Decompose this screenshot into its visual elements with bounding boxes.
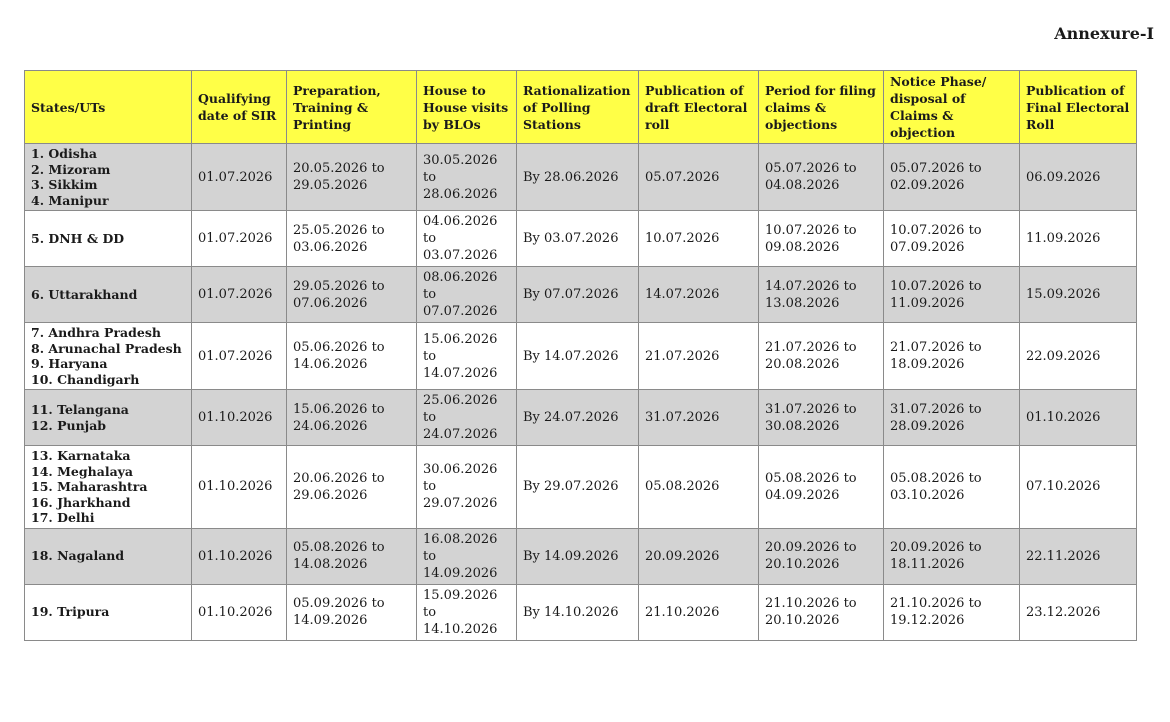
notice-phase-cell-line: 28.09.2026	[890, 418, 965, 434]
house-visits-cell	[417, 211, 517, 267]
column-header-house-visits: House to House visits by BLOs	[417, 71, 517, 144]
state-name-cell-line: 17. Delhi	[31, 510, 95, 525]
state-name-cell-line: 19. Tripura	[31, 604, 110, 620]
notice-phase-cell-line: 10.07.2026 to	[890, 278, 982, 294]
claims-period-cell	[759, 584, 884, 640]
qualifying-date-cell: 01.10.2026	[192, 528, 287, 584]
draft-publication-cell: 14.07.2026	[639, 267, 759, 323]
table-row	[25, 144, 1137, 211]
notice-phase-cell-line: 05.08.2026 to	[890, 470, 982, 486]
rationalization-cell: By 14.07.2026	[517, 323, 639, 390]
state-name-cell-line: 2. Mizoram	[31, 161, 111, 177]
claims-period-cell	[759, 323, 884, 390]
table-row	[25, 323, 1137, 390]
rationalization-cell: By 14.09.2026	[517, 528, 639, 584]
notice-phase-cell-line: 20.09.2026 to	[890, 540, 982, 555]
preparation-cell-line: 15.06.2026 to	[293, 401, 385, 417]
draft-publication-cell: 05.08.2026	[639, 446, 759, 529]
notice-phase-cell-line: 11.09.2026	[890, 295, 965, 311]
column-header-rationalization: Rationalization of Polling Stations	[517, 71, 639, 144]
notice-phase-cell-line: 21.07.2026 to	[890, 340, 982, 355]
claims-period-cell-line: 04.08.2026	[765, 178, 840, 193]
draft-publication-cell: 05.07.2026	[639, 144, 759, 211]
preparation-cell	[287, 211, 417, 267]
qualifying-date-cell: 01.07.2026	[192, 267, 287, 323]
notice-phase-cell-line: 03.10.2026	[890, 487, 965, 503]
table-row	[25, 584, 1137, 640]
claims-period-cell-line: 10.07.2026 to	[765, 222, 857, 238]
claims-period-cell-line: 20.09.2026 to	[765, 540, 857, 555]
column-header-claims-period: Period for filing claims & objections	[759, 71, 884, 144]
final-publication-cell: 11.09.2026	[1020, 211, 1137, 267]
preparation-cell-line: 05.06.2026 to	[293, 340, 385, 355]
notice-phase-cell	[884, 144, 1020, 211]
state-name-cell-line: 18. Nagaland	[31, 548, 125, 564]
notice-phase-cell	[884, 390, 1020, 446]
state-name-cell-line: 6. Uttarakhand	[31, 286, 138, 302]
house-visits-cell-line: to	[423, 231, 437, 246]
column-header-draft-publication: Publication of draft Electoral roll	[639, 71, 759, 144]
preparation-cell	[287, 584, 417, 640]
state-name-cell-line: 8. Arunachal Pradesh	[31, 340, 182, 356]
final-publication-cell: 22.09.2026	[1020, 323, 1137, 390]
house-visits-cell-line: 15.06.2026	[423, 331, 498, 347]
state-name-cell	[25, 528, 192, 584]
house-visits-cell-line: 14.07.2026	[423, 365, 498, 381]
preparation-cell-line: 03.06.2026	[293, 239, 368, 255]
preparation-cell-line: 20.05.2026 to	[293, 161, 385, 176]
column-header-qualifying-date: Qualifying date of SIR	[192, 71, 287, 144]
house-visits-cell-line: to	[423, 287, 437, 302]
sir-schedule-table	[24, 70, 1137, 641]
draft-publication-cell: 31.07.2026	[639, 390, 759, 446]
notice-phase-cell-line: 19.12.2026	[890, 613, 965, 628]
preparation-cell-line: 24.06.2026	[293, 418, 368, 434]
house-visits-cell-line: to	[423, 348, 437, 364]
house-visits-cell-line: 16.08.2026	[423, 531, 498, 547]
preparation-cell-line: 20.06.2026 to	[293, 470, 385, 486]
table-row	[25, 267, 1137, 323]
claims-period-cell-line: 05.08.2026 to	[765, 470, 857, 486]
column-header-preparation: Preparation, Training & Printing	[287, 71, 417, 144]
claims-period-cell-line: 20.10.2026	[765, 557, 840, 572]
house-visits-cell-line: 25.06.2026	[423, 393, 498, 408]
preparation-cell-line: 29.05.2026	[293, 178, 368, 193]
table-row	[25, 390, 1137, 446]
final-publication-cell: 15.09.2026	[1020, 267, 1137, 323]
preparation-cell-line: 14.08.2026	[293, 557, 368, 572]
column-header-final-publication: Publication of Final Electoral Roll	[1020, 71, 1137, 144]
state-name-cell-line: 4. Manipur	[31, 192, 109, 208]
notice-phase-cell-line: 10.07.2026 to	[890, 222, 982, 238]
state-name-cell	[25, 323, 192, 390]
notice-phase-cell-line: 07.09.2026	[890, 239, 965, 255]
claims-period-cell-line: 05.07.2026 to	[765, 161, 857, 176]
house-visits-cell	[417, 446, 517, 529]
claims-period-cell-line: 14.07.2026 to	[765, 278, 857, 294]
preparation-cell-line: 29.05.2026 to	[293, 278, 385, 294]
house-visits-cell	[417, 390, 517, 446]
house-visits-cell-line: to	[423, 410, 437, 425]
qualifying-date-cell: 01.10.2026	[192, 584, 287, 640]
state-name-cell	[25, 211, 192, 267]
header-row	[25, 71, 1137, 144]
notice-phase-cell-line: 18.11.2026	[890, 557, 965, 572]
notice-phase-cell-line: 02.09.2026	[890, 178, 965, 193]
qualifying-date-cell: 01.07.2026	[192, 211, 287, 267]
claims-period-cell-line: 04.09.2026	[765, 487, 840, 503]
claims-period-cell	[759, 211, 884, 267]
final-publication-cell: 06.09.2026	[1020, 144, 1137, 211]
claims-period-cell-line: 20.08.2026	[765, 357, 840, 372]
state-name-cell-line: 3. Sikkim	[31, 177, 98, 192]
preparation-cell	[287, 144, 417, 211]
state-name-cell-line: 10. Chandigarh	[31, 371, 140, 387]
state-name-cell	[25, 446, 192, 529]
claims-period-cell-line: 20.10.2026	[765, 613, 840, 628]
preparation-cell	[287, 390, 417, 446]
preparation-cell-line: 25.05.2026 to	[293, 222, 385, 238]
house-visits-cell-line: 29.07.2026	[423, 496, 498, 512]
rationalization-cell: By 24.07.2026	[517, 390, 639, 446]
rationalization-cell: By 29.07.2026	[517, 446, 639, 529]
preparation-cell	[287, 323, 417, 390]
notice-phase-cell-line: 18.09.2026	[890, 357, 965, 372]
qualifying-date-cell: 01.10.2026	[192, 446, 287, 529]
rationalization-cell: By 07.07.2026	[517, 267, 639, 323]
house-visits-cell-line: to	[423, 479, 437, 495]
house-visits-cell	[417, 528, 517, 584]
state-name-cell	[25, 584, 192, 640]
notice-phase-cell	[884, 446, 1020, 529]
house-visits-cell-line: to	[423, 169, 437, 185]
preparation-cell-line: 05.09.2026 to	[293, 596, 385, 611]
table-row	[25, 446, 1137, 529]
table-row	[25, 211, 1137, 267]
claims-period-cell-line: 31.07.2026 to	[765, 401, 857, 417]
preparation-cell	[287, 528, 417, 584]
final-publication-cell: 22.11.2026	[1020, 528, 1137, 584]
annexure-title: Annexure-I	[1054, 24, 1154, 43]
state-name-cell-line: 11. Telangana	[31, 402, 129, 417]
column-header-states: States/UTs	[25, 71, 192, 144]
house-visits-cell	[417, 267, 517, 323]
state-name-cell	[25, 390, 192, 446]
claims-period-cell-line: 21.07.2026 to	[765, 340, 857, 355]
house-visits-cell-line: 03.07.2026	[423, 248, 498, 263]
house-visits-cell-line: 08.06.2026	[423, 270, 498, 285]
final-publication-cell: 23.12.2026	[1020, 584, 1137, 640]
preparation-cell-line: 14.06.2026	[293, 357, 368, 372]
house-visits-cell-line: 14.09.2026	[423, 565, 498, 581]
state-name-cell-line: 14. Meghalaya	[31, 463, 134, 479]
rationalization-cell: By 14.10.2026	[517, 584, 639, 640]
final-publication-cell: 07.10.2026	[1020, 446, 1137, 529]
house-visits-cell-line: 07.07.2026	[423, 304, 498, 319]
state-name-cell-line: 13. Karnataka	[31, 448, 131, 463]
notice-phase-cell	[884, 323, 1020, 390]
house-visits-cell	[417, 584, 517, 640]
preparation-cell-line: 05.08.2026 to	[293, 540, 385, 555]
preparation-cell-line: 14.09.2026	[293, 613, 368, 628]
column-header-notice-phase: Notice Phase/ disposal of Claims & objection	[884, 71, 1020, 144]
preparation-cell-line: 29.06.2026	[293, 487, 368, 503]
notice-phase-cell-line: 21.10.2026 to	[890, 596, 982, 611]
rationalization-cell: By 28.06.2026	[517, 144, 639, 211]
state-name-cell-line: 9. Haryana	[31, 356, 108, 371]
state-name-cell-line: 1. Odisha	[31, 146, 98, 161]
state-name-cell-line: 7. Andhra Pradesh	[31, 325, 161, 340]
house-visits-cell-line: to	[423, 548, 437, 564]
house-visits-cell-line: to	[423, 604, 437, 620]
claims-period-cell	[759, 267, 884, 323]
house-visits-cell-line: 30.05.2026	[423, 152, 498, 168]
state-name-cell	[25, 267, 192, 323]
final-publication-cell: 01.10.2026	[1020, 390, 1137, 446]
house-visits-cell-line: 04.06.2026	[423, 214, 498, 229]
qualifying-date-cell: 01.07.2026	[192, 144, 287, 211]
notice-phase-cell	[884, 211, 1020, 267]
house-visits-cell-line: 15.09.2026	[423, 587, 498, 603]
draft-publication-cell: 21.10.2026	[639, 584, 759, 640]
house-visits-cell	[417, 144, 517, 211]
state-name-cell	[25, 144, 192, 211]
claims-period-cell	[759, 446, 884, 529]
state-name-cell-line: 5. DNH & DD	[31, 230, 125, 246]
preparation-cell	[287, 267, 417, 323]
rationalization-cell: By 03.07.2026	[517, 211, 639, 267]
table-row	[25, 528, 1137, 584]
claims-period-cell-line: 21.10.2026 to	[765, 596, 857, 611]
preparation-cell	[287, 446, 417, 529]
house-visits-cell	[417, 323, 517, 390]
claims-period-cell	[759, 144, 884, 211]
house-visits-cell-line: 28.06.2026	[423, 186, 498, 202]
house-visits-cell-line: 30.06.2026	[423, 462, 498, 478]
notice-phase-cell	[884, 267, 1020, 323]
claims-period-cell	[759, 390, 884, 446]
state-name-cell-line: 12. Punjab	[31, 417, 107, 433]
claims-period-cell	[759, 528, 884, 584]
claims-period-cell-line: 09.08.2026	[765, 239, 840, 255]
claims-period-cell-line: 30.08.2026	[765, 418, 840, 434]
claims-period-cell-line: 13.08.2026	[765, 295, 840, 311]
notice-phase-cell	[884, 528, 1020, 584]
notice-phase-cell	[884, 584, 1020, 640]
qualifying-date-cell: 01.10.2026	[192, 390, 287, 446]
draft-publication-cell: 21.07.2026	[639, 323, 759, 390]
draft-publication-cell: 20.09.2026	[639, 528, 759, 584]
qualifying-date-cell: 01.07.2026	[192, 323, 287, 390]
state-name-cell-line: 16. Jharkhand	[31, 494, 131, 510]
state-name-cell-line: 15. Maharashtra	[31, 479, 148, 494]
preparation-cell-line: 07.06.2026	[293, 295, 368, 311]
draft-publication-cell: 10.07.2026	[639, 211, 759, 267]
table-body	[25, 144, 1137, 641]
notice-phase-cell-line: 05.07.2026 to	[890, 161, 982, 176]
notice-phase-cell-line: 31.07.2026 to	[890, 401, 982, 417]
house-visits-cell-line: 14.10.2026	[423, 621, 498, 637]
house-visits-cell-line: 24.07.2026	[423, 427, 498, 442]
